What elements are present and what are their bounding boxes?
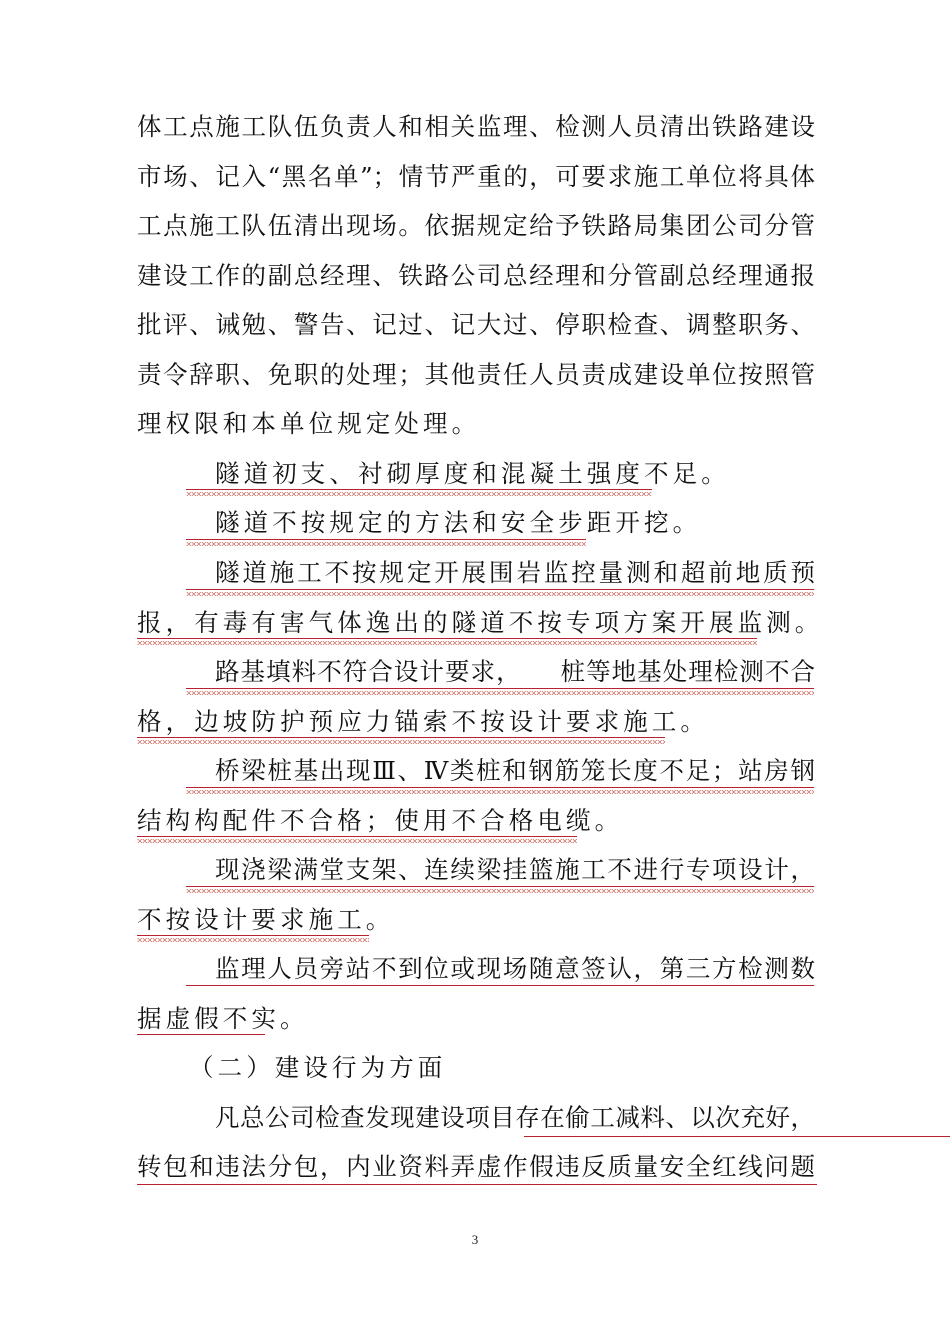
- list-item-line: 结构构配件不合格；使用不合格电缆。: [137, 806, 624, 835]
- body-line: 责令辞职、免职的处理；其他责任人员责成建设单位按照管: [137, 360, 815, 389]
- body-line: 转包和违法分包，内业资料弄虚作假违反质量安全红线问题: [137, 1152, 815, 1181]
- section-heading: （二）建设行为方面: [189, 1053, 447, 1082]
- spellcheck-wavy-underline: [186, 592, 814, 596]
- list-item-line: 报，有毒有害气体逸出的隧道不按专项方案开展监测。: [137, 608, 824, 637]
- list-item-line: 不按设计要求施工。: [137, 905, 395, 934]
- red-underline: [186, 589, 814, 590]
- list-item-line: 据虚假不实。: [137, 1004, 309, 1033]
- spellcheck-wavy-underline: [186, 790, 814, 794]
- red-underline: [137, 1034, 265, 1035]
- list-item-line: 桥梁桩基出现Ⅲ、Ⅳ类桩和钢筋笼长度不足；站房钢: [215, 756, 815, 785]
- red-underline: [186, 886, 814, 887]
- spellcheck-wavy-underline: [137, 938, 369, 942]
- red-underline: [186, 489, 652, 490]
- body-line: 凡总公司检查发现建设项目存在偷工减料、以次充好，: [215, 1103, 815, 1132]
- spellcheck-wavy-underline: [137, 839, 577, 843]
- list-item-line: 隧道不按规定的方法和安全步距开挖。: [215, 508, 702, 537]
- spellcheck-wavy-underline: [186, 492, 652, 496]
- body-line: 市场、记入“黑名单”；情节严重的，可要求施工单位将具体: [137, 162, 815, 191]
- list-item-line: 监理人员旁站不到位或现场随意签认，第三方检测数: [215, 954, 815, 983]
- page-number: 3: [471, 1232, 479, 1247]
- list-item-line: 现浇梁满堂支架、连续梁挂篮施工不进行专项设计，: [215, 855, 815, 884]
- spellcheck-wavy-underline: [137, 740, 665, 744]
- list-item-line: 格，边坡防护预应力锚索不按设计要求施工。: [137, 707, 709, 736]
- spellcheck-wavy-underline: [186, 691, 814, 695]
- red-underline: [137, 935, 369, 936]
- red-underline: [186, 787, 814, 788]
- spellcheck-wavy-underline: [186, 889, 814, 893]
- red-underline: [186, 539, 586, 540]
- body-line: 体工点施工队伍负责人和相关监理、检测人员清出铁路建设: [137, 112, 815, 141]
- red-underline: [137, 1184, 817, 1185]
- body-line: 建设工作的副总经理、铁路公司总经理和分管副总经理通报: [137, 261, 815, 290]
- spellcheck-wavy-underline: [186, 542, 586, 546]
- body-line: 理权限和本单位规定处理。: [137, 409, 481, 438]
- body-line: 批评、诫勉、警告、记过、记大过、停职检查、调整职务、: [137, 310, 815, 339]
- red-underline: [137, 836, 577, 837]
- body-line: 工点施工队伍清出现场。依据规定给予铁路局集团公司分管: [137, 211, 815, 240]
- spellcheck-wavy-underline: [137, 641, 757, 645]
- red-underline: [524, 1136, 950, 1137]
- red-underline: [186, 688, 814, 689]
- red-underline: [137, 737, 665, 738]
- list-item-line: 隧道初支、衬砌厚度和混凝土强度不足。: [215, 459, 730, 488]
- list-item-line: 路基填料不符合设计要求， 桩等地基处理检测不合: [215, 657, 815, 686]
- list-item-line: 隧道施工不按规定开展围岩监控量测和超前地质预: [215, 558, 815, 587]
- red-underline: [186, 985, 814, 986]
- red-underline: [137, 638, 757, 639]
